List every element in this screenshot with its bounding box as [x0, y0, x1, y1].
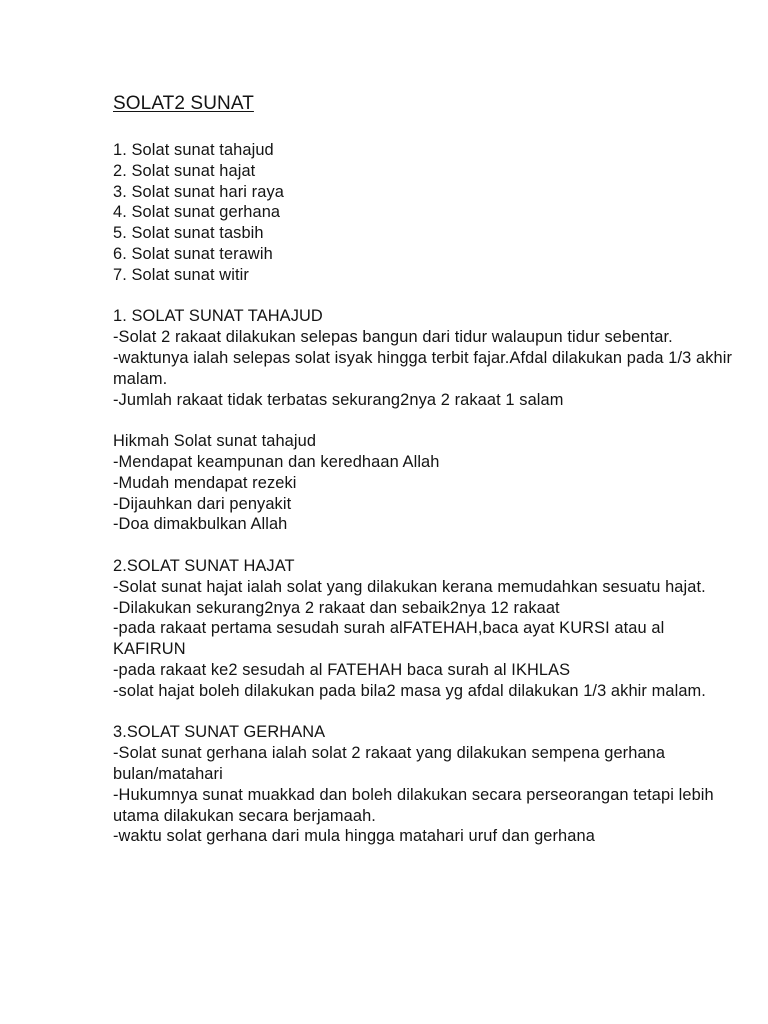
section-line: -pada rakaat ke2 sesudah al FATEHAH baca surah al IKHLAS	[113, 660, 571, 679]
list-item: 1. Solat sunat tahajud	[113, 141, 274, 159]
list-item: 5. Solat sunat tasbih	[113, 224, 264, 243]
section-hikmah-tahajud	[113, 431, 733, 535]
list-item: 6. Solat sunat terawih	[113, 244, 273, 263]
section-line: -Dilakukan sekurang2nya 2 rakaat dan sebaik2nya 12 rakaat	[113, 598, 560, 617]
section-line: -waktunya ialah selepas solat isyak hingga terbit fajar.Afdal dilakukan pada 1/3 akhir malam.	[113, 348, 733, 388]
section-tahajud	[113, 306, 733, 410]
section-gerhana	[113, 722, 733, 847]
section-heading: 1. SOLAT SUNAT TAHAJUD	[113, 307, 323, 326]
section-line: -Jumlah rakaat tidak terbatas sekurang2nya 2 rakaat 1 salam	[113, 390, 564, 409]
section-line: -solat hajat boleh dilakukan pada bila2 masa yg afdal dilakukan 1/3 akhir malam.	[113, 681, 706, 700]
prayer-list	[113, 140, 733, 286]
section-heading: 2.SOLAT SUNAT HAJAT	[113, 556, 295, 575]
document-body	[113, 92, 733, 868]
section-line: -waktu solat gerhana dari mula hingga matahari uruf dan gerhana	[113, 827, 595, 846]
section-hajat	[113, 556, 733, 702]
section-line: -Dijauhkan dari penyakit	[113, 494, 292, 513]
list-item: 4. Solat sunat gerhana	[113, 203, 281, 222]
section-line: -Mudah mendapat rezeki	[113, 473, 297, 492]
section-heading: Hikmah Solat sunat tahajud	[113, 432, 317, 451]
section-line: -Solat sunat hajat ialah solat yang dilakukan kerana memudahkan sesuatu hajat.	[113, 577, 706, 596]
section-line: -pada rakaat pertama sesudah surah alFATEHAH,baca ayat KURSI atau al KAFIRUN	[113, 619, 665, 659]
section-line: -Solat 2 rakaat dilakukan selepas bangun dari tidur walaupun tidur sebentar.	[113, 328, 673, 347]
section-line: -Solat sunat gerhana ialah solat 2 rakaat yang dilakukan sempena gerhana bulan/matahari	[113, 744, 666, 783]
list-item: 2. Solat sunat hajat	[113, 161, 256, 180]
section-heading: 3.SOLAT SUNAT GERHANA	[113, 723, 326, 742]
list-item: 7. Solat sunat witir	[113, 265, 249, 284]
section-line: -Hukumnya sunat muakkad dan boleh dilakukan secara perseorangan tetapi lebih utama dilakukan secara berjamaah.	[113, 785, 714, 825]
section-line: -Mendapat keampunan dan keredhaan Allah	[113, 452, 440, 471]
section-line: -Doa dimakbulkan Allah	[113, 515, 288, 534]
list-item: 3. Solat sunat hari raya	[113, 182, 284, 201]
document-title: SOLAT2 SUNAT	[113, 93, 254, 114]
